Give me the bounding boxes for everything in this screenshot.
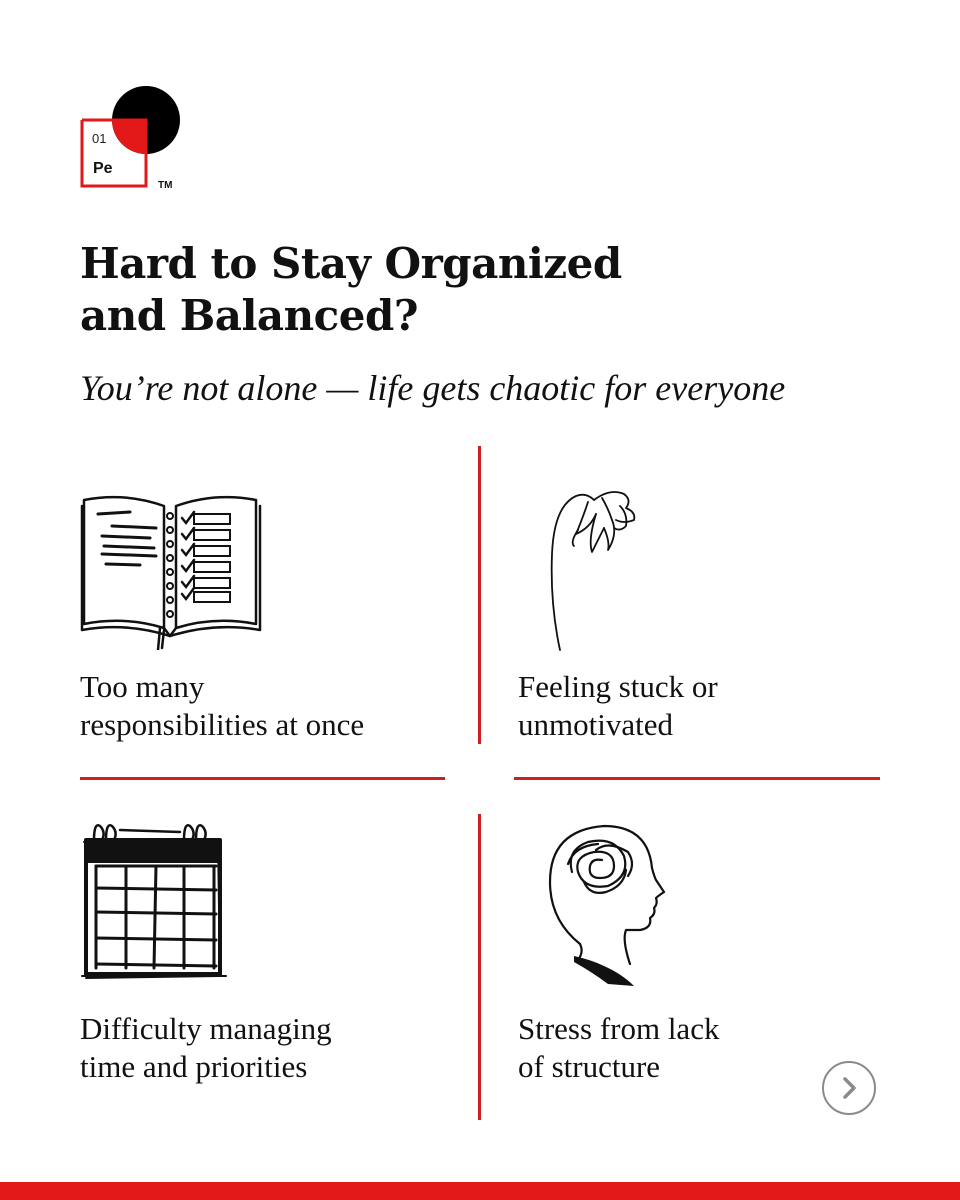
title-line-1: Hard to Stay Organized [80, 239, 622, 288]
brand-symbol: Pe [93, 160, 113, 177]
wilting-flower-icon [540, 484, 644, 654]
next-slide-button[interactable] [822, 1061, 876, 1115]
brand-trademark: TM [158, 180, 173, 191]
card-label-time [80, 1010, 450, 1086]
divider-horizontal-left [80, 777, 445, 780]
card-3-line-2: time and priorities [80, 1049, 308, 1084]
card-2-line-2: unmotivated [518, 707, 673, 742]
divider-vertical-top [478, 446, 481, 744]
card-1-line-2: responsibilities at once [80, 707, 365, 742]
title-line-2: and Balanced? [80, 291, 418, 340]
calendar-icon [80, 818, 230, 982]
card-4-line-1: Stress from lack [518, 1011, 720, 1046]
bottom-accent-bar [0, 1182, 960, 1200]
card-label-responsibilities [80, 668, 450, 744]
divider-horizontal-right [514, 777, 880, 780]
page-subtitle: You’re not alone — life gets chaotic for everyone [80, 368, 786, 408]
card-4-line-2: of structure [518, 1049, 661, 1084]
card-1-line-1: Too many [80, 669, 205, 704]
tangled-thoughts-head-icon [544, 816, 668, 986]
card-2-line-1: Feeling stuck or [518, 669, 718, 704]
chevron-right-icon [838, 1075, 860, 1101]
brand-number: 01 [92, 131, 107, 146]
divider-vertical-bottom [478, 814, 481, 1120]
card-label-stuck [518, 668, 888, 744]
page-title [80, 238, 680, 342]
card-3-line-1: Difficulty managing [80, 1011, 332, 1046]
open-planner-checklist-icon [80, 490, 262, 650]
